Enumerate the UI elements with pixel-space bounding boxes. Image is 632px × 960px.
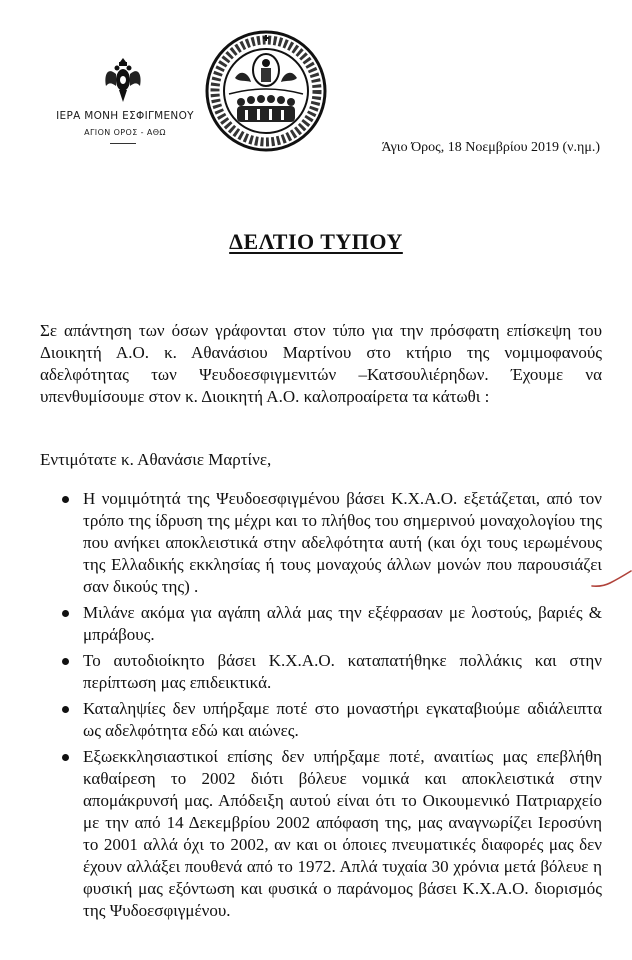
list-item-text: Μιλάνε ακόμα για αγάπη αλλά μας την εξέφρασαν με λοστούς, βαριές & μπράβους. xyxy=(83,603,602,644)
list-item xyxy=(40,602,602,646)
bullet-icon xyxy=(62,706,69,713)
monastery-location: ΑΓΙΟΝ ΟΡΟΣ - ΑΘΩ xyxy=(84,128,166,137)
list-item-text: Καταληψίες δεν υπήρξαμε ποτέ στο μοναστήρι εγκαταβιούμε αδιάλειπτα ως αδελφότητα εδώ και αιώνες. xyxy=(83,699,602,740)
points-list xyxy=(40,488,602,926)
intro-paragraph: Σε απάντηση των όσων γράφονται στον τύπο για την πρόσφατη επίσκεψη του Διοικητή Α.Ο. κ. Αθανάσιου Μαρτίνου στο κτήριο της νομιμοφανούς αδελφότητας των Ψευδοεσφιγμενιτών –Κατσουλιέρηδων. Έχουμε να υπενθυμίσουμε στον κ. Διοικητή Α.Ο. καλοπροαίρετα τα κάτωθι : xyxy=(40,321,602,406)
document-title: ΔΕΛΤΙΟ ΤΥΠΟΥ xyxy=(229,229,403,254)
red-pen-mark-icon xyxy=(590,568,632,590)
header-divider xyxy=(110,143,136,144)
monastery-seal-icon xyxy=(205,30,327,152)
list-item-text: Η νομιμότητά της Ψευδοεσφιγμένου βάσει Κ.Χ.Α.Ο. εξετάζεται, από τον τρόπο της ίδρυση της μέχρι και το πλήθος του σημερινού μοναχολογίου της που ανήκει αποκλειστικά στην αδελφότητα αυτή (και όχι τους ιερωμένους της Ελλαδικής εκκλησίας ή τους μοναχούς άλλων μονών που παρουσιάζει σαν δικούς της) . xyxy=(83,489,602,596)
list-item xyxy=(40,488,602,598)
list-item xyxy=(40,698,602,742)
list-item xyxy=(40,746,602,922)
list-item-text: Το αυτοδιοίκητο βάσει Κ.Χ.Α.Ο. καταπατήθηκε πολλάκις και στην περίπτωση μας επιδεικτικά. xyxy=(83,651,602,692)
list-item-text: Εξωεκκλησιαστικοί επίσης δεν υπήρξαμε ποτέ, αναιτίως μας επεβλήθη καθαίρεση το 2002 διότι βόλευε νομικά και αποκλειστικά στην απομάκρυνσή μας. Απόδειξη αυτού είναι ότι το Οικουμενικό Πατριαρχείο με την από 14 Δεκεμβρίου 2002 απόφαση της, μας αναγνωρίζει Ιεροσύνη το 2001 αλλά όχι το 2002, αν και οι όποιες πνευματικές διαφορές μας δεν έχουν αλλάξει πουθενά από το 1972. Απλά τυχαία 30 χρόνια μετά βόλευε η φυσική μας εξόντωση και φυσικά ο παράνομος βάσει Κ.Χ.Α.Ο. διορισμός της Ψυδοεσφιγμένου. xyxy=(83,747,602,920)
bullet-icon xyxy=(62,658,69,665)
bullet-icon xyxy=(62,754,69,761)
list-item xyxy=(40,650,602,694)
monastery-name: ΙΕΡΑ ΜΟΝΗ ΕΣΦΙΓΜΕΝΟΥ xyxy=(56,110,194,122)
bullet-icon xyxy=(62,610,69,617)
bullet-icon xyxy=(62,496,69,503)
salutation: Εντιμότατε κ. Αθανάσιε Μαρτίνε, xyxy=(40,450,272,469)
double-headed-eagle-icon xyxy=(103,56,143,104)
document-date: Άγιο Όρος, 18 Νοεμβρίου 2019 (ν.ημ.) xyxy=(381,140,600,155)
